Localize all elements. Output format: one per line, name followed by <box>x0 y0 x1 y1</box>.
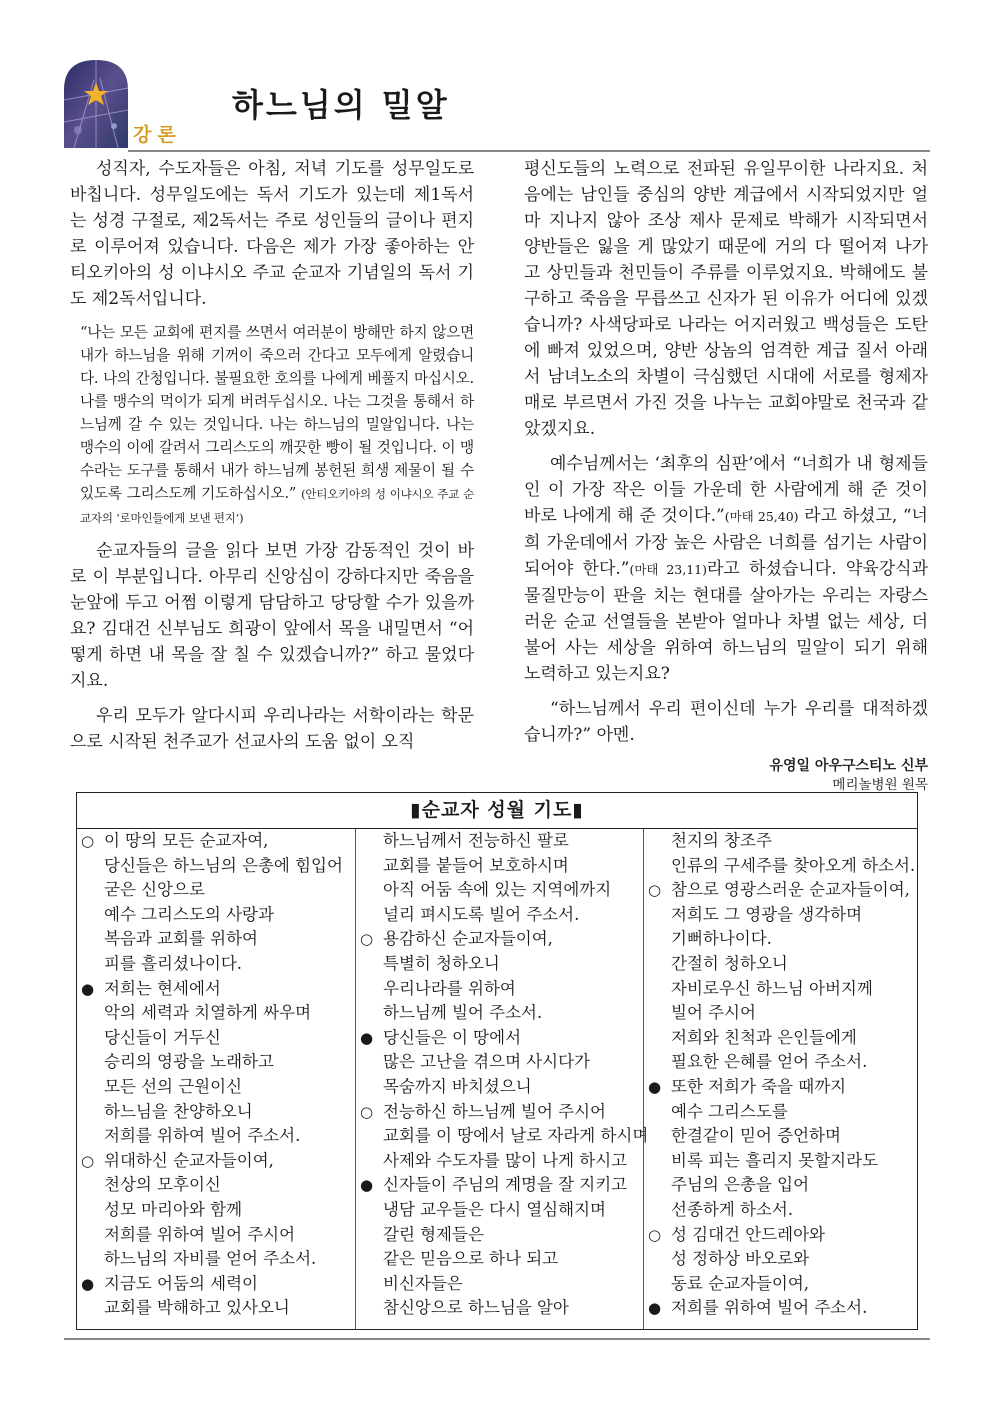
prayer-line <box>644 1149 919 1174</box>
prayer-line-text: 간절히 청하오니 <box>671 953 788 973</box>
prayer-line <box>77 1124 355 1149</box>
prayer-line <box>77 1100 355 1125</box>
homily-right-column <box>524 156 928 795</box>
prayer-column-3 <box>644 829 919 1329</box>
prayer-line <box>77 927 355 952</box>
prayer-line <box>644 854 919 879</box>
prayer-line <box>77 1223 355 1248</box>
paragraph: 성직자, 수도자들은 아침, 저녁 기도를 성무일도로 바칩니다. 성무일도에는 독서 기도가 있는데 제1독서는 성경 구절로, 제2독서는 주로 성인들의 글이나 편지로 이루어져 있습니다. 다음은 제가 가장 좋아하는 안티오키아의 성 이냐시오 주교 순교자 기념일의 독서 기도 제2독서입니다. <box>70 159 474 309</box>
section-tag: 강론 <box>133 124 182 146</box>
prayer-line-text: 주님의 은총을 입어 <box>671 1175 810 1195</box>
prayer-line <box>356 1075 643 1100</box>
signature <box>524 757 928 795</box>
prayer-line-text: 저희도 그 영광을 생각하며 <box>671 904 863 924</box>
prayer-line-text: 용감하신 순교자들이여, <box>383 929 553 949</box>
prayer-line-text: 널리 펴시도록 빌어 주소서. <box>383 904 580 924</box>
prayer-line-text: 예수 그리스도를 <box>671 1101 788 1121</box>
prayer-line-text: 모든 선의 근원이신 <box>104 1076 243 1096</box>
filled-bullet-icon: ● <box>360 1176 374 1195</box>
prayer-line <box>644 927 919 952</box>
prayer-title: ▮순교자 성월 기도▮ <box>77 793 917 829</box>
prayer-line-text: 하느님께서 전능하신 팔로 <box>383 831 569 850</box>
prayer-line <box>77 903 355 928</box>
author-name: 유영일 아우구스티노 신부 <box>769 758 928 774</box>
prayer-line <box>356 1026 643 1051</box>
prayer-column-2 <box>356 829 649 1329</box>
paragraph: 평신도들의 노력으로 전파된 유일무이한 나라지요. 처음에는 남인들 중심의 양반 계급에서 시작되었지만 얼마 지나지 않아 조상 제사 문제로 박해가 시작되면서 양반들은 잃을 게 많았기 때문에 거의 다 떨어져 나가고 상민들과 천민들이 주류를 이루었지요. 박해에도 불구하고 죽음을 무릅쓰고 신자가 된 이유가 어디에 있겠습니까? 사색당파로 나라는 어지러웠고 백성들은 도탄에 빠져 있었으며, 양반 상놈의 엄격한 계급 질서 아래서 남녀노소의 차별이 극심했던 시대에 서로를 형제자매로 부르면서 가진 것을 나누는 교회야말로 천국과 같았겠지요. <box>524 159 928 439</box>
prayer-line-text: 하느님의 자비를 얻어 주소서. <box>104 1249 317 1269</box>
hollow-bullet-icon: ○ <box>81 1151 95 1170</box>
prayer-line <box>644 1173 919 1198</box>
prayer-line-text: 당신들은 이 땅에서 <box>383 1027 522 1047</box>
prayer-line <box>356 1247 643 1272</box>
prayer-line <box>356 1001 643 1026</box>
prayer-line-text: 성 정하상 바오로와 <box>671 1249 810 1269</box>
prayer-line <box>77 1075 355 1100</box>
prayer-line-text: 많은 고난을 겪으며 사시다가 <box>383 1052 591 1072</box>
prayer-line <box>77 1272 355 1297</box>
prayer-line <box>644 977 919 1002</box>
prayer-line-text: 교회를 이 땅에서 날로 자라게 하시며 <box>383 1126 649 1146</box>
prayer-line <box>644 1026 919 1051</box>
paragraph: 우리 모두가 알다시피 우리나라는 서학이라는 학문으로 시작된 천주교가 선교사의 도움 없이 오직 <box>70 706 474 752</box>
prayer-line <box>356 977 643 1002</box>
prayer-line <box>644 1272 919 1297</box>
prayer-line <box>644 1296 919 1321</box>
prayer-line <box>356 1198 643 1223</box>
header-divider <box>128 150 930 152</box>
paragraph-text: 라고 하셨습니다. 약육강식과 물질만능이 판을 치는 현대를 살아가는 우리는 자랑스러운 순교 선열들을 본받아 얼마나 차별 없는 세상, 더불어 사는 세상을 위하여 하느님의 밀알이 되기 위해 노력하고 있는지요? <box>524 559 928 684</box>
prayer-line <box>356 903 643 928</box>
prayer-line-text: 같은 믿음으로 하나 되고 <box>383 1249 559 1269</box>
prayer-line-text: 당신들은 하느님의 은총에 힘입어 <box>104 855 343 875</box>
prayer-line-text: 예수 그리스도의 사랑과 <box>104 904 274 924</box>
prayer-line-text: 당신들이 거두신 <box>104 1027 221 1047</box>
prayer-line <box>77 1247 355 1272</box>
prayer-line <box>356 1173 643 1198</box>
filled-bullet-icon: ● <box>81 979 95 998</box>
prayer-line <box>77 1001 355 1026</box>
hollow-bullet-icon: ○ <box>360 930 374 949</box>
prayer-line-text: 굳은 신앙으로 <box>104 880 205 900</box>
quote-source: (안티오키아의 성 이냐시오 주교 순교자의 ‘로마인들에게 보낸 편지’) <box>80 487 474 525</box>
prayer-line <box>356 1296 643 1321</box>
prayer-line <box>644 1100 919 1125</box>
footer-divider <box>64 1338 930 1340</box>
quote-block <box>80 321 474 530</box>
prayer-line-text: 인류의 구세주를 찾아오게 하소서. <box>671 855 916 875</box>
prayer-line-text: 악의 세력과 치열하게 싸우며 <box>104 1003 312 1023</box>
prayer-line <box>356 927 643 952</box>
prayer-line <box>356 1223 643 1248</box>
prayer-line-text: 선종하게 하소서. <box>671 1199 794 1219</box>
prayer-line-text: 전능하신 하느님께 빌어 주시어 <box>383 1101 606 1121</box>
prayer-line <box>77 829 355 854</box>
prayer-line-text: 지금도 어둠의 세력이 <box>104 1273 258 1293</box>
prayer-line-text: 복음과 교회를 위하여 <box>104 929 258 949</box>
prayer-line <box>77 952 355 977</box>
prayer-line <box>77 1149 355 1174</box>
filled-bullet-icon: ● <box>648 1077 662 1096</box>
prayer-line <box>644 829 919 854</box>
prayer-line-text: 갈린 형제들은 <box>383 1224 484 1244</box>
prayer-line <box>356 829 643 854</box>
paragraph-text: 예수님께서는 ‘최후의 심판’에서 “너희가 내 형제들인 이 가장 작은 이들 가운데 한 사람에게 해 준 것이 바로 나에게 해 준 것이다.” <box>524 454 928 526</box>
prayer-line-text: 비신자들은 <box>383 1273 463 1293</box>
prayer-line <box>644 903 919 928</box>
prayer-line-text: 신자들이 주님의 계명을 잘 지키고 <box>383 1175 628 1195</box>
hollow-bullet-icon: ○ <box>648 1225 662 1244</box>
prayer-line-text: 하느님께 빌어 주소서. <box>383 1003 543 1023</box>
prayer-line-text: 저희를 위하여 빌어 주시어 <box>104 1224 296 1244</box>
prayer-line-text: 필요한 은혜를 얻어 주소서. <box>671 1052 868 1072</box>
filled-bullet-icon: ● <box>360 1028 374 1047</box>
prayer-line-text: 이 땅의 모든 순교자여, <box>104 831 269 850</box>
prayer-line <box>77 1050 355 1075</box>
prayer-line <box>356 1149 643 1174</box>
prayer-line <box>644 1223 919 1248</box>
prayer-line-text: 성 김대건 안드레아와 <box>671 1224 825 1244</box>
prayer-line-text: 한결같이 믿어 증언하며 <box>671 1126 841 1146</box>
prayer-line <box>356 1050 643 1075</box>
prayer-line-text: 특별히 청하오니 <box>383 953 500 973</box>
homily-left-column <box>70 156 474 764</box>
prayer-line-text: 자비로우신 하느님 아버지께 <box>671 978 873 998</box>
filled-bullet-icon: ● <box>81 1274 95 1293</box>
prayer-line <box>77 878 355 903</box>
prayer-line-text: 교회를 박해하고 있사오니 <box>104 1298 290 1318</box>
prayer-line <box>644 952 919 977</box>
prayer-line <box>356 952 643 977</box>
prayer-line <box>644 1050 919 1075</box>
prayer-line <box>77 1173 355 1198</box>
prayer-line <box>77 1296 355 1321</box>
hollow-bullet-icon: ○ <box>360 1102 374 1121</box>
filled-bullet-icon: ● <box>648 1299 662 1318</box>
scripture-reference: (마태 23,11) <box>629 562 707 577</box>
prayer-line-text: 교회를 붙들어 보호하시며 <box>383 855 569 875</box>
prayer-box <box>76 792 918 1330</box>
prayer-line-text: 성모 마리아와 함께 <box>104 1199 243 1219</box>
hollow-bullet-icon: ○ <box>81 832 95 850</box>
prayer-line <box>77 1198 355 1223</box>
prayer-line <box>77 1026 355 1051</box>
prayer-line <box>644 878 919 903</box>
prayer-line <box>77 854 355 879</box>
prayer-line-text: 기뻐하나이다. <box>671 929 772 949</box>
prayer-line <box>356 878 643 903</box>
prayer-line-text: 저희와 친척과 은인들에게 <box>671 1027 857 1047</box>
prayer-line-text: 목숨까지 바치셨으니 <box>383 1076 532 1096</box>
hollow-bullet-icon: ○ <box>648 881 662 900</box>
prayer-line-text: 승리의 영광을 노래하고 <box>104 1052 274 1072</box>
prayer-line <box>77 977 355 1002</box>
prayer-line-text: 사제와 수도자를 많이 나게 하시고 <box>383 1150 628 1170</box>
page-title: 하느님의 밀알 <box>232 86 450 124</box>
prayer-line <box>356 1124 649 1149</box>
prayer-line-text: 참신앙으로 하느님을 알아 <box>383 1298 569 1318</box>
prayer-line-text: 천지의 창조주 <box>671 831 772 850</box>
prayer-line <box>356 1272 643 1297</box>
prayer-line-text: 참으로 영광스러운 순교자들이여, <box>671 880 910 900</box>
prayer-line-text: 피를 흘리셨나이다. <box>104 953 243 973</box>
paragraph: “하느님께서 우리 편이신데 누가 우리를 대적하겠습니까?” 아멘. <box>524 699 928 745</box>
prayer-line <box>356 1100 643 1125</box>
quote-text: “나는 모든 교회에 편지를 쓰면서 여러분이 방해만 하지 않으면 내가 하느님을 위해 기꺼이 죽으러 간다고 모두에게 알렸습니다. 나의 간청입니다. 불필요한 호의를 나에게 베풀지 마십시오. 나를 맹수의 먹이가 되게 버려두십시오. 나는 그것을 통해서 하느님께 갈 수 있는 것입니다. 나는 하느님의 밀알입니다. 나는 맹수의 이에 갈려서 그리스도의 깨끗한 빵이 될 것입니다. 이 맹수라는 도구를 통해서 내가 하느님께 봉헌된 희생 제물이 될 수 있도록 그리스도께 기도하십시오.” <box>80 324 474 502</box>
author-affiliation: 메리놀병원 원목 <box>832 777 928 793</box>
prayer-line-text: 저희를 위하여 빌어 주소서. <box>671 1298 868 1318</box>
prayer-line <box>644 1198 919 1223</box>
prayer-line <box>644 1075 919 1100</box>
prayer-line-text: 빌어 주시어 <box>671 1003 756 1023</box>
prayer-line-text: 냉담 교우들은 다시 열심해지며 <box>383 1199 606 1219</box>
prayer-line-text: 하느님을 찬양하오니 <box>104 1101 253 1121</box>
prayer-line-text: 또한 저희가 죽을 때까지 <box>671 1076 847 1096</box>
prayer-line-text: 우리나라를 위하여 <box>383 978 516 998</box>
prayer-line <box>644 1001 919 1026</box>
prayer-line-text: 저희는 현세에서 <box>104 978 221 998</box>
prayer-line-text: 위대하신 순교자들이여, <box>104 1150 274 1170</box>
prayer-line-text: 비록 피는 흘리지 못할지라도 <box>671 1150 879 1170</box>
prayer-column-1 <box>77 829 356 1329</box>
stained-glass-logo <box>64 60 128 148</box>
prayer-line-text: 천상의 모후이신 <box>104 1175 221 1195</box>
paragraph <box>524 451 928 687</box>
scripture-reference: (마태 25,40) <box>724 509 799 524</box>
prayer-line-text: 아직 어둠 속에 있는 지역에까지 <box>383 880 612 900</box>
paragraph: 순교자들의 글을 읽다 보면 가장 감동적인 것이 바로 이 부분입니다. 아무리 신앙심이 강하다지만 죽음을 눈앞에 두고 어쩜 이렇게 담담하고 당당할 수가 있을까요? 김대건 신부님도 희광이 앞에서 목을 내밀면서 “어떻게 하면 내 목을 잘 칠 수 있겠습니까?” 하고 물었다지요. <box>70 541 474 691</box>
prayer-line <box>644 1247 919 1272</box>
prayer-line <box>356 854 643 879</box>
prayer-line <box>644 1124 919 1149</box>
paragraph-text: 라고 하셨고, “너희 가운데에서 가장 높은 사람은 너희를 섬기는 사람이 되어야 한다.” <box>524 506 928 579</box>
prayer-line-text: 저희를 위하여 빌어 주소서. <box>104 1126 301 1146</box>
prayer-line-text: 동료 순교자들이여, <box>671 1273 810 1293</box>
